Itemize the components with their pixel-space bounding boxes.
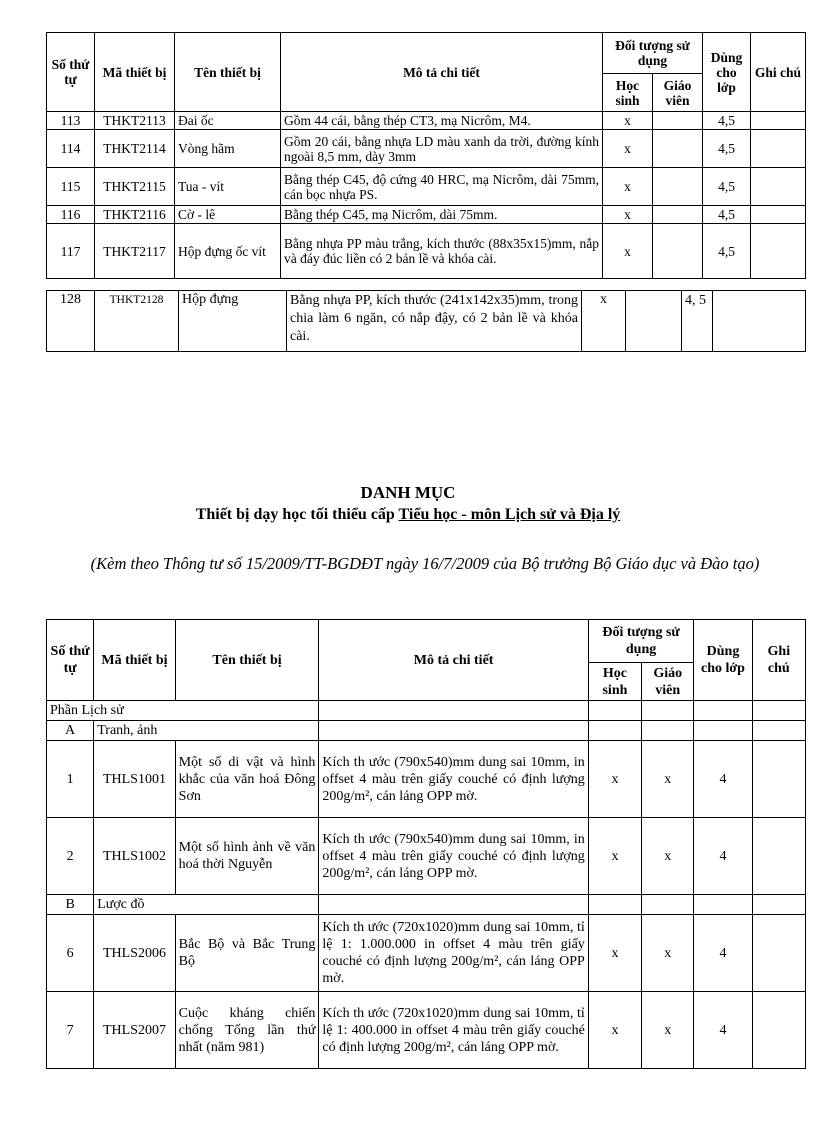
table-row [47, 741, 806, 818]
cell-stt: 114 [47, 130, 95, 168]
cell-code: THLS2006 [94, 915, 175, 992]
cell-teacher [653, 112, 703, 130]
cell-note [713, 291, 806, 352]
group-letter: B [47, 895, 94, 915]
cell-note [752, 992, 805, 1069]
header-teacher: Giáo viên [653, 74, 703, 112]
cell-desc: Kích th ước (790x540)mm dung sai 10mm, in offset 4 màu trên giấy couché có định lượng 200g/m², cán láng OPP mờ. [319, 741, 588, 818]
table-row [47, 291, 806, 352]
cell-student: x [588, 992, 641, 1069]
cell-grade: 4,5 [703, 168, 751, 206]
cell-grade: 4,5 [703, 130, 751, 168]
cell-student: x [588, 741, 641, 818]
cell-name: Một số di vật và hình khắc của văn hoá Đông Sơn [175, 741, 319, 818]
cell-teacher: x [642, 992, 694, 1069]
group-letter: A [47, 721, 94, 741]
page-subtitle [0, 506, 816, 524]
cell-code: THKT2116 [95, 206, 175, 224]
cell-stt: 2 [47, 818, 94, 895]
cell-grade: 4 [694, 741, 752, 818]
subtitle-prefix: Thiết bị dạy học tối thiểu cấp [195, 506, 399, 523]
cell-name: Cuộc kháng chiến chống Tống lần thứ nhất (năm 981) [175, 992, 319, 1069]
header-note: Ghi chú [751, 33, 806, 112]
header-code: Mã thiết bị [94, 620, 175, 701]
cell-name: Bắc Bộ và Bắc Trung Bộ [175, 915, 319, 992]
cell-student: x [603, 224, 653, 279]
cell-code: THKT2114 [95, 130, 175, 168]
cell-teacher [653, 206, 703, 224]
cell-stt: 1 [47, 741, 94, 818]
cell-name: Một số hình ảnh về văn hoá thời Nguyễn [175, 818, 319, 895]
cell-desc: Bằng thép C45, độ cứng 40 HRC, mạ Nicrôm, dài 75mm, cán bọc nhựa PS. [281, 168, 603, 206]
cell-teacher: x [642, 915, 694, 992]
header-student: Học sinh [588, 663, 641, 701]
cell-grade: 4,5 [703, 206, 751, 224]
cell-stt: 7 [47, 992, 94, 1069]
cell-note [752, 915, 805, 992]
header-target: Đối tượng sử dụng [603, 33, 703, 74]
cell-stt: 116 [47, 206, 95, 224]
equipment-table-top [46, 32, 806, 279]
cell-code: THLS1001 [94, 741, 175, 818]
equipment-table-history [46, 619, 806, 1069]
cell-stt: 115 [47, 168, 95, 206]
cell-grade: 4 [694, 915, 752, 992]
header-student: Học sinh [603, 74, 653, 112]
group-row [47, 721, 806, 741]
cell-note [752, 741, 805, 818]
group-label: Lược đồ [94, 895, 319, 915]
cell-student: x [603, 112, 653, 130]
cell-desc: Kích th ước (720x1020)mm dung sai 10mm, tỉ lệ 1: 400.000 in offset 4 màu trên giấy couché có định lượng 200g/m², cán láng OPP mờ. [319, 992, 588, 1069]
cell-grade: 4,5 [703, 224, 751, 279]
header-stt: Số thứ tự [47, 620, 94, 701]
cell-student: x [603, 168, 653, 206]
cell-teacher [626, 291, 682, 352]
cell-teacher [653, 130, 703, 168]
cell-desc: Kích th ước (720x1020)mm dung sai 10mm, tỉ lệ 1: 1.000.000 in offset 4 màu trên giấy couché có định lượng 200g/m², cán láng OPP mờ. [319, 915, 588, 992]
cell-teacher [653, 224, 703, 279]
cell-desc: Bằng thép C45, mạ Nicrôm, dài 75mm. [281, 206, 603, 224]
table-row [47, 818, 806, 895]
cell-stt: 117 [47, 224, 95, 279]
table-row [47, 915, 806, 992]
cell-code: THKT2115 [95, 168, 175, 206]
cell-teacher [653, 168, 703, 206]
cell-name: Cờ - lê [175, 206, 281, 224]
header-name: Tên thiết bị [175, 33, 281, 112]
table-row [47, 206, 806, 224]
cell-code: THLS1002 [94, 818, 175, 895]
header-name: Tên thiết bị [175, 620, 319, 701]
header-grade: Dùng cho lớp [694, 620, 752, 701]
cell-note [751, 130, 806, 168]
group-label: Tranh, ảnh [94, 721, 319, 741]
cell-student: x [582, 291, 626, 352]
cell-student: x [588, 915, 641, 992]
cell-note [751, 112, 806, 130]
section-part-label: Phần Lịch sử [47, 701, 319, 721]
cell-stt: 6 [47, 915, 94, 992]
cell-grade: 4,5 [703, 112, 751, 130]
cell-note [752, 818, 805, 895]
cell-stt: 113 [47, 112, 95, 130]
group-row [47, 895, 806, 915]
cell-name: Vòng hãm [175, 130, 281, 168]
cell-name: Hộp đựng ốc vít [175, 224, 281, 279]
cell-desc: Bằng nhựa PP màu trắng, kích thước (88x35x15)mm, nắp và đáy đúc liền có 2 bản lề và khóa cài. [281, 224, 603, 279]
cell-grade: 4 [694, 818, 752, 895]
table-row [47, 112, 806, 130]
cell-desc: Bằng nhựa PP, kích thước (241x142x35)mm, trong chia làm 6 ngăn, có nắp đậy, có 2 bản lề và khóa cài. [287, 291, 582, 352]
subtitle-underlined: Tiểu học - môn Lịch sử và Địa lý [398, 506, 621, 523]
cell-note [751, 168, 806, 206]
cell-desc: Kích th ước (790x540)mm dung sai 10mm, in offset 4 màu trên giấy couché có định lượng 200g/m², cán láng OPP mờ. [319, 818, 588, 895]
cell-name: Hộp đựng [179, 291, 287, 352]
cell-teacher: x [642, 741, 694, 818]
cell-note [751, 224, 806, 279]
section-row [47, 701, 806, 721]
header-desc: Mô tả chi tiết [319, 620, 588, 701]
header-teacher: Giáo viên [642, 663, 694, 701]
header-grade: Dùng cho lớp [703, 33, 751, 112]
cell-desc: Gồm 44 cái, bằng thép CT3, mạ Nicrôm, M4. [281, 112, 603, 130]
table-row [47, 224, 806, 279]
cell-name: Tua - vít [175, 168, 281, 206]
table-row [47, 168, 806, 206]
cell-student: x [603, 130, 653, 168]
cell-code: THKT2128 [95, 291, 179, 352]
page-title: DANH MỤC [360, 483, 456, 502]
cell-code: THLS2007 [94, 992, 175, 1069]
cell-teacher: x [642, 818, 694, 895]
header-stt: Số thứ tự [47, 33, 95, 112]
equipment-table-row-128 [46, 290, 806, 352]
table-row [47, 992, 806, 1069]
cell-code: THKT2113 [95, 112, 175, 130]
circular-reference: (Kèm theo Thông tư số 15/2009/TT-BGDĐT ngày 16/7/2009 của Bộ trưởng Bộ Giáo dục và Đào tạo) [90, 554, 760, 573]
cell-student: x [603, 206, 653, 224]
cell-note [751, 206, 806, 224]
cell-code: THKT2117 [95, 224, 175, 279]
cell-grade: 4 [694, 992, 752, 1069]
cell-stt: 128 [47, 291, 95, 352]
header-target: Đối tượng sử dụng [588, 620, 694, 663]
cell-name: Đai ốc [175, 112, 281, 130]
cell-student: x [588, 818, 641, 895]
cell-desc: Gồm 20 cái, bằng nhựa LD màu xanh da trời, đường kính ngoài 8,5 mm, dày 3mm [281, 130, 603, 168]
header-desc: Mô tả chi tiết [281, 33, 603, 112]
header-note: Ghi chú [752, 620, 805, 701]
cell-grade: 4, 5 [682, 291, 713, 352]
table-row [47, 130, 806, 168]
header-code: Mã thiết bị [95, 33, 175, 112]
